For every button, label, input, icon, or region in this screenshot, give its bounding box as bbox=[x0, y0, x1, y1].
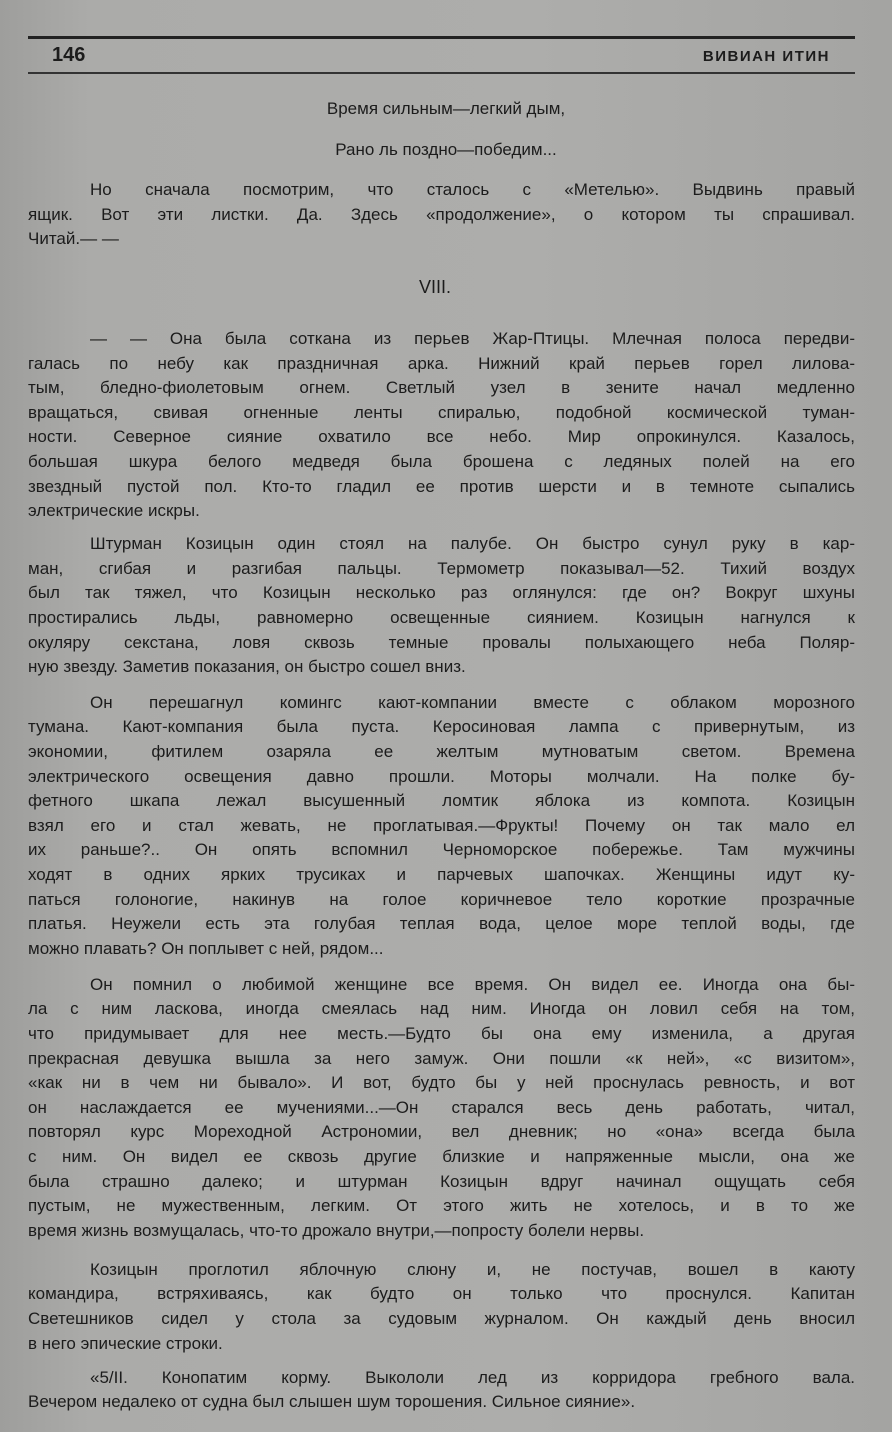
text-line: электрические искры. bbox=[28, 501, 200, 521]
text-line: — — Она была соткана из перьев Жар-Птицы. Млечная полоса передви- bbox=[90, 329, 855, 348]
intro-paragraph bbox=[28, 178, 855, 252]
paragraph bbox=[28, 1258, 855, 1356]
paragraph bbox=[28, 691, 855, 962]
text-line: Он помнил о любимой женщине все время. Он видел ее. Иногда она бы- bbox=[90, 974, 855, 994]
chapter-body bbox=[28, 327, 855, 1415]
text-line: звездный пустой пол. Кто-то гладил ее против шерсти и в темноте сыпались bbox=[28, 476, 855, 496]
text-line: можно плавать? Он поплывет с ней, рядом... bbox=[28, 938, 384, 958]
paragraph bbox=[28, 973, 855, 1244]
text-line: «5/II. Конопатим корму. Выкололи лед из корридора гребного вала. bbox=[90, 1367, 855, 1387]
text-line: фетного шкапа лежал высушенный ломтик яблока из компота. Козицын bbox=[28, 791, 855, 811]
text-line: взял его и стал жевать, не проглатывая.—Фрукты! Почему он так мало ел bbox=[28, 815, 855, 835]
header-top-rule bbox=[28, 36, 855, 39]
text-line: в него эпические строки. bbox=[28, 1333, 223, 1353]
text-line: повторял курс Мореходной Астрономии, вел дневник; но «она» всегда была bbox=[28, 1122, 855, 1142]
paragraph bbox=[28, 327, 855, 524]
text-line: прекрасная девушка вышла за него замуж. Они пошли «к ней», «с визитом», bbox=[28, 1048, 855, 1068]
paragraph bbox=[28, 532, 855, 680]
text-line: командира, встряхиваясь, как будто он только что проснулся. Капитан bbox=[28, 1284, 855, 1304]
text-line: Читай.— — bbox=[28, 229, 119, 249]
text-line: Он перешагнул комингс кают-компании вместе с облаком морозного bbox=[90, 692, 855, 712]
text-line: тым, бледно-фиолетовым огнем. Светлый узел в зените начал медленно bbox=[28, 378, 855, 398]
text-line: Вечером недалеко от судна был слышен шум торошения. Сильное сияние». bbox=[28, 1392, 636, 1412]
text-line: большая шкура белого медведя была брошена с ледяных полей на его bbox=[28, 451, 855, 471]
text-line: ности. Северное сияние охватило все небо. Мир опрокинулся. Казалось, bbox=[28, 427, 855, 447]
paragraph bbox=[28, 178, 855, 252]
text-line: была страшно далеко; и штурман Козицын вдруг начинал ощущать себя bbox=[28, 1171, 855, 1191]
verse-line: Рано ль поздно—победим... bbox=[335, 140, 557, 159]
text-line: «как ни в чем ни бывало». И вот, будто бы у ней проснулась ревность, и вот bbox=[28, 1073, 855, 1093]
text-line: Светешников сидел у стола за судовым журналом. Он каждый день вносил bbox=[28, 1309, 855, 1329]
text-line: с ним. Он видел ее сквозь другие близкие и напряженные мысли, она же bbox=[28, 1147, 855, 1166]
text-line: ходят в одних ярких трусиках и парчевых шапочках. Женщины идут ку- bbox=[28, 864, 855, 884]
chapter-heading: VIII. bbox=[418, 277, 451, 297]
text-line: паться голоногие, накинув на голое коричневое тело короткие прозрачные bbox=[28, 889, 855, 909]
text-line: ла с ним ласкова, иногда смеялась над ним. Иногда он ловил себя на том, bbox=[28, 999, 855, 1019]
page-number: 146 bbox=[52, 44, 86, 66]
text-line: Козицын проглотил яблочную слюну и, не постучав, вошел в каюту bbox=[90, 1259, 855, 1279]
text-line: он наслаждается ее мучениями...—Он старался весь день работать, читал, bbox=[28, 1097, 855, 1117]
text-line: Но сначала посмотрим, что сталось с «Метелью». Выдвинь правый bbox=[90, 180, 855, 199]
text-line: галась по небу как праздничная арка. Нижний край перьев горел лилова- bbox=[28, 353, 855, 373]
text-line: ящик. Вот эти листки. Да. Здесь «продолжение», о котором ты спрашивал. bbox=[28, 204, 855, 224]
text-line: электрического освещения давно прошли. Моторы молчали. На полке бу- bbox=[28, 766, 855, 786]
text-line: окуляру секстана, ловя сквозь темные провалы полыхающего неба Поляр- bbox=[28, 632, 855, 652]
text-line: платья. Неужели есть эта голубая теплая вода, целое море теплой воды, где bbox=[28, 914, 855, 934]
text-line: вращаться, свивая огненные ленты спиралью, подобной космической туман- bbox=[28, 402, 855, 422]
verse-line: Время сильным—легкий дым, bbox=[326, 99, 566, 118]
text-line: простирались льды, равномерно освещенные сиянием. Козицын нагнулся к bbox=[28, 608, 855, 628]
text-line: Штурман Козицын один стоял на палубе. Он быстро сунул руку в кар- bbox=[90, 534, 855, 554]
text-line: экономии, фитилем озаряла ее желтым мутноватым светом. Времена bbox=[28, 742, 855, 761]
text-line: что придумывает для нее месть.—Будто бы она ему изменила, а другая bbox=[28, 1024, 855, 1044]
text-line: тумана. Кают-компания была пуста. Керосиновая лампа с привернутым, из bbox=[28, 717, 855, 737]
text-line: их раньше?.. Он опять вспомнил Черноморское побережье. Там мужчины bbox=[28, 840, 855, 860]
text-line: был так тяжел, что Козицын несколько раз оглянулся: где он? Вокруг шхуны bbox=[28, 583, 855, 603]
text-line: ную звезду. Заметив показания, он быстро сошел вниз. bbox=[28, 657, 466, 677]
running-title: ВИВИАН ИТИН bbox=[702, 48, 830, 65]
paragraph bbox=[28, 1366, 855, 1415]
text-line: время жизнь возмущалась, что-то дрожало внутри,—попросту болели нервы. bbox=[28, 1220, 645, 1240]
text-line: ман, сгибая и разгибая пальцы. Термометр показывал—52. Тихий воздух bbox=[28, 558, 855, 578]
header-bottom-rule bbox=[28, 72, 855, 74]
text-line: пустым, не мужественным, легким. От этого жить не хотелось, и в то же bbox=[28, 1196, 855, 1216]
